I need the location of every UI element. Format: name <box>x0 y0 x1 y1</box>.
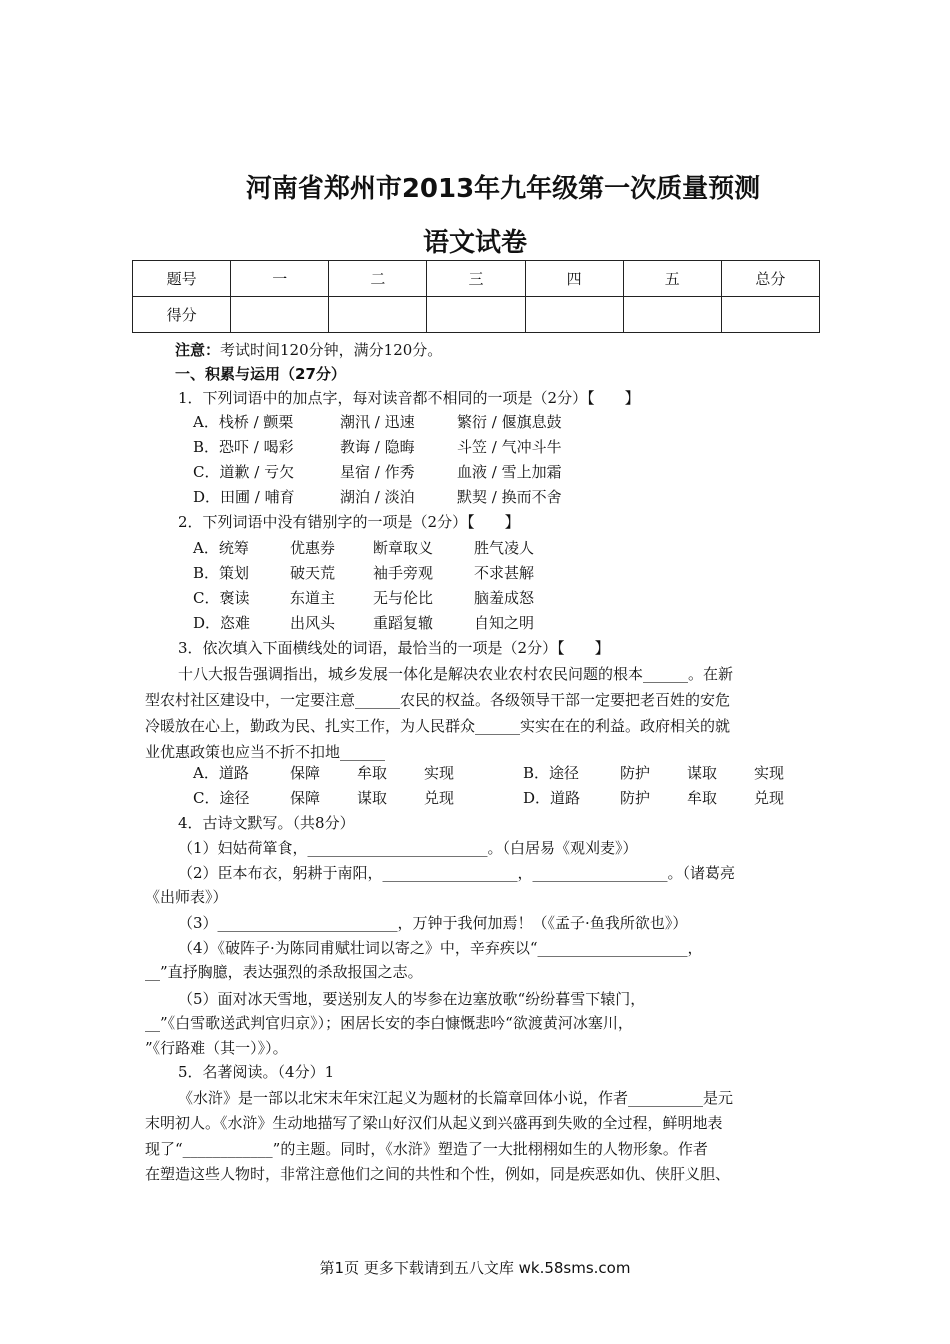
q3-option-d-2: 防护 <box>620 789 651 807</box>
q4-line: （5）面对冰天雪地，要送别友人的岑参在边塞放歌“纷纷暮雪下辕门， <box>178 990 646 1008</box>
score-cell: 五 <box>623 261 721 297</box>
q1-option-a-3: 繁衍 / 偃旗息鼓 <box>457 413 562 431</box>
q3-passage-line: 冷暖放在心上，勤政为民、扎实工作，为人民群众______实实在在的利益。政府相关的就 <box>145 717 731 735</box>
q2-option-a-1: A．统筹 <box>193 539 249 557</box>
q4-line: （4）《破阵子·为陈同甫赋壮词以寄之》中，辛弃疾以“____________________， <box>178 939 703 957</box>
q2-option-c-4: 脑羞成怒 <box>474 589 535 607</box>
q3-option-b-4: 实现 <box>754 764 785 782</box>
exam-subtitle: 语文试卷 <box>422 228 527 258</box>
score-cell: 题号 <box>133 261 231 297</box>
q3-option-c-3: 谋取 <box>357 789 388 807</box>
q3-passage-line: 十八大报告强调指出，城乡发展一体化是解决农业农村农民问题的根本______。在新 <box>178 665 734 683</box>
q1-option-a-1: A．栈桥 / 颤栗 <box>193 413 294 431</box>
q1-option-d-3: 默契 / 换而不舍 <box>457 488 562 506</box>
q2-option-d-2: 出风头 <box>290 614 336 632</box>
score-cell: 四 <box>525 261 623 297</box>
q1-option-d-2: 湖泊 / 淡泊 <box>340 488 415 506</box>
q2-stem: 2．下列词语中没有错别字的一项是（2分）【 】 <box>178 513 520 531</box>
q2-option-d-1: D．恣难 <box>193 614 251 632</box>
score-input-cell[interactable] <box>329 297 427 333</box>
q2-option-c-1: C．褒读 <box>193 589 250 607</box>
q3-passage-line: 业优惠政策也应当不折不扣地______ <box>145 743 386 761</box>
notice <box>175 340 442 360</box>
q1-option-b-2: 教诲 / 隐晦 <box>340 438 415 456</box>
q2-option-a-4: 胜气凌人 <box>474 539 535 557</box>
score-input-cell[interactable] <box>721 297 819 333</box>
q4-line: 《出师表》） <box>145 888 228 906</box>
q3-option-c-1: C．途径 <box>193 789 250 807</box>
section-heading: 一、积累与运用（27分） <box>175 365 346 383</box>
notice-text: 考试时间120分钟，满分120分。 <box>220 341 443 359</box>
q2-option-d-4: 自知之明 <box>474 614 535 632</box>
q2-option-a-2: 优惠券 <box>290 539 336 557</box>
q3-option-a-2: 保障 <box>290 764 321 782</box>
q5-passage-line: 末明初人。《水浒》生动地描写了梁山好汉们从起义到兴盛再到失败的全过程，鲜明地表 <box>145 1114 723 1132</box>
q3-passage-line: 型农村社区建设中，一定要注意______农民的权益。各级领导干部一定要把老百姓的安危 <box>145 691 731 709</box>
score-cell: 总分 <box>721 261 819 297</box>
q3-option-a-3: 牟取 <box>357 764 388 782</box>
q4-line: （2）臣本布衣，躬耕于南阳，__________________，__________________。（诸葛亮 <box>178 864 736 882</box>
q5-passage-line: 现了“____________”的主题。同时，《水浒》塑造了一大批栩栩如生的人物形象。作者 <box>145 1140 708 1158</box>
score-table-header-row <box>133 261 820 297</box>
q3-option-a-1: A．道路 <box>193 764 249 782</box>
score-input-cell[interactable] <box>427 297 525 333</box>
score-cell: 二 <box>329 261 427 297</box>
q4-stem: 4．古诗文默写。（共8分） <box>178 814 355 832</box>
score-input-cell[interactable] <box>231 297 329 333</box>
score-table-score-row <box>133 297 820 333</box>
q2-option-b-4: 不求甚解 <box>474 564 535 582</box>
q2-option-b-1: B．策划 <box>193 564 250 582</box>
q2-option-c-3: 无与伦比 <box>373 589 434 607</box>
q3-option-c-4: 兑现 <box>424 789 455 807</box>
q1-option-b-3: 斗笠 / 气冲斗牛 <box>457 438 562 456</box>
q3-option-b-3: 谋取 <box>687 764 718 782</box>
q2-option-b-3: 袖手旁观 <box>373 564 434 582</box>
exam-title: 河南省郑州市2013年九年级第一次质量预测 <box>245 174 761 204</box>
q1-stem: 1．下列词语中的加点字，每对读音都不相同的一项是（2分）【 】 <box>178 389 640 407</box>
q3-option-b-1: B．途径 <box>523 764 580 782</box>
page-footer: 第1页 更多下载请到五八文库 wk.58sms.com <box>319 1259 631 1277</box>
q1-option-d-1: D．田圃 / 哺育 <box>193 488 295 506</box>
q4-line: （3）________________________，万钟于我何加焉！（《孟子·鱼我所欲也》） <box>178 914 688 932</box>
q2-option-d-3: 重蹈复辙 <box>373 614 434 632</box>
q1-option-c-3: 血液 / 雪上加霜 <box>457 463 562 481</box>
q1-option-c-2: 星宿 / 作秀 <box>340 463 415 481</box>
score-input-cell[interactable] <box>525 297 623 333</box>
q3-option-a-4: 实现 <box>424 764 455 782</box>
q4-line: __”直抒胸臆，表达强烈的杀敌报国之志。 <box>145 963 423 981</box>
q4-line: ”《行路难（其一）》）。 <box>145 1039 288 1057</box>
q2-option-c-2: 东道主 <box>290 589 336 607</box>
q4-line: __”《白雪歌送武判官归京》）；困居长安的李白慷慨悲吟“欲渡黄河冰塞川， <box>145 1014 633 1032</box>
q4-line: （1）妇姑荷箪食，________________________。（白居易《观刈麦》） <box>178 839 638 857</box>
score-cell: 一 <box>231 261 329 297</box>
q1-option-a-2: 潮汛 / 迅速 <box>340 413 415 431</box>
q5-stem: 5．名著阅读。（4分）1 <box>178 1063 335 1081</box>
q5-passage-line: 在塑造这些人物时，非常注意他们之间的共性和个性，例如，同是疾恶如仇、侠肝义胆、 <box>145 1165 731 1183</box>
q1-option-b-1: B．恐吓 / 喝彩 <box>193 438 294 456</box>
q1-option-c-1: C．道歉 / 亏欠 <box>193 463 295 481</box>
score-cell: 三 <box>427 261 525 297</box>
q3-option-d-1: D．道路 <box>523 789 581 807</box>
q3-stem: 3．依次填入下面横线处的词语，最恰当的一项是（2分）【 】 <box>178 639 610 657</box>
q3-option-d-3: 牟取 <box>687 789 718 807</box>
q2-option-b-2: 破天荒 <box>290 564 336 582</box>
score-table <box>132 260 820 333</box>
q3-option-c-2: 保障 <box>290 789 321 807</box>
notice-label: 注意： <box>175 341 221 359</box>
q2-option-a-3: 断章取义 <box>373 539 434 557</box>
q3-option-b-2: 防护 <box>620 764 651 782</box>
q3-option-d-4: 兑现 <box>754 789 785 807</box>
score-input-cell[interactable] <box>623 297 721 333</box>
score-cell: 得分 <box>133 297 231 333</box>
q5-passage-line: 《水浒》是一部以北宋末年宋江起义为题材的长篇章回体小说，作者__________是元 <box>178 1089 734 1107</box>
